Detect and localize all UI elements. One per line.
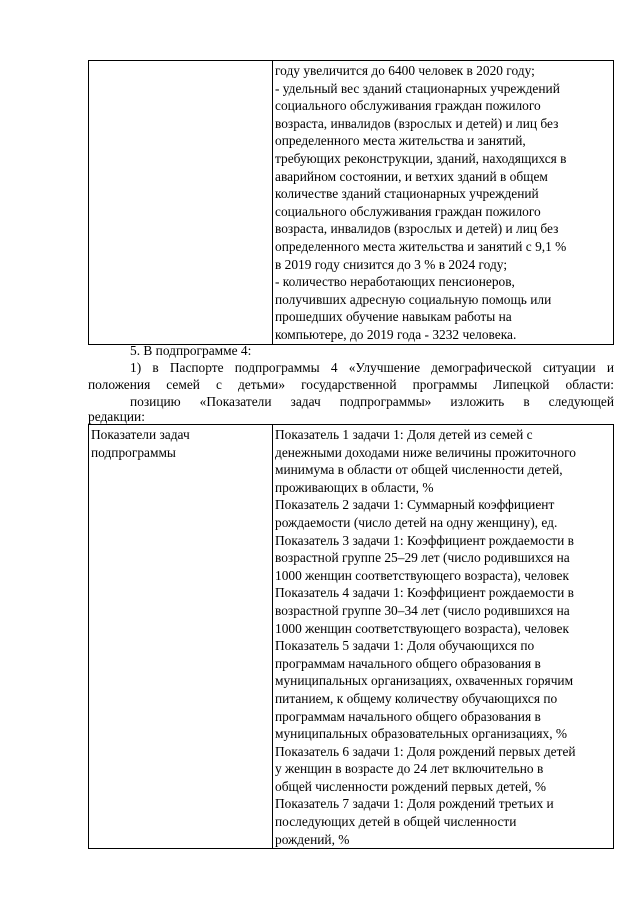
text-line: последующих детей в общей численности [275, 814, 517, 830]
text-line: Показатель 6 задачи 1: Доля рождений первых детей [275, 743, 576, 759]
text-line: социального обслуживания граждан пожилого [275, 98, 541, 114]
text-line: общей численности рождений первых детей, % [275, 778, 547, 794]
text-line: определенного места жительства и занятий, [275, 133, 526, 149]
text-line: возраста, инвалидов (взрослых и детей) и лиц без [275, 221, 559, 237]
text-line: Показатель 7 задачи 1: Доля рождений третьих и [275, 796, 554, 812]
item1-line1: 1) в Паспорте подпрограммы 4 «Улучшение демографической ситуации и [130, 360, 614, 375]
table-cell-left [89, 425, 273, 849]
item2-line1: позицию «Показатели задач подпрограммы» изложить в следующей [130, 394, 614, 409]
item1-line2: положения семей с детьми» государственной программы Липецкой области: [88, 377, 614, 392]
text-line: проживающих в области, % [275, 479, 434, 495]
text-line: получивших адресную социальную помощь или [275, 291, 552, 307]
text-line: - удельный вес зданий стационарных учреждений [275, 80, 560, 96]
text-line: количестве зданий стационарных учреждений [275, 186, 539, 202]
text-line: у женщин в возрасте до 24 лет включительно в [275, 761, 544, 777]
text-line: аварийном состоянии, и ветхих зданий в общем [275, 168, 548, 184]
text-line: рождений, % [275, 831, 350, 847]
text-line: требующих реконструкции, зданий, находящихся в [275, 150, 567, 166]
text-line: Показатель 1 задачи 1: Доля детей из семей с [275, 427, 533, 442]
text-line: возрастной группе 25–29 лет (число родившихся на [275, 550, 570, 566]
section-heading: 5. В подпрограмме 4: [130, 343, 252, 358]
text-line: Показатель 5 задачи 1: Доля обучающихся по [275, 638, 535, 654]
text-line: Показатель 3 задачи 1: Коэффициент рождаемости в [275, 532, 574, 548]
text-line: подпрограммы [91, 444, 176, 460]
text-line: возраста, инвалидов (взрослых и детей) и лиц без [275, 115, 559, 131]
text-line: в 2019 году снизится до 3 % в 2024 году; [275, 256, 508, 272]
text-line: году увеличится до 6400 человек в 2020 году; [275, 63, 535, 78]
text-line: возрастной группе 30–34 лет (число родившихся на [275, 602, 570, 618]
indicators-table [88, 424, 614, 849]
text-line: Показатель 2 задачи 1: Суммарный коэффициент [275, 497, 555, 513]
text-line: программам начального общего образования в [275, 708, 541, 724]
text-line: рождаемости (число детей на одну женщину), ед. [275, 514, 558, 530]
text-line: 1000 женщин соответствующего возраста), человек [275, 567, 569, 583]
text-line: определенного места жительства и занятий с 9,1 % [275, 238, 567, 254]
text-line: муниципальных образовательных организациях, % [275, 726, 568, 742]
table-cell-right [273, 61, 614, 345]
text-line: минимума в области от общей численности детей, [275, 462, 563, 478]
text-line: Показатель 4 задачи 1: Коэффициент рождаемости в [275, 585, 574, 601]
text-line: программам начального общего образования в [275, 655, 541, 671]
text-line: муниципальных организациях, охваченных горячим [275, 673, 574, 689]
text-line: прошедших обучение навыкам работы на [275, 309, 512, 325]
table-cell-left [89, 61, 273, 345]
table-row [89, 425, 614, 849]
table-row [89, 61, 614, 345]
text-line: Показатели задач [91, 427, 190, 442]
text-line: компьютере, до 2019 года - 3232 человека. [275, 326, 517, 342]
text-line: 1000 женщин соответствующего возраста), человек [275, 620, 569, 636]
text-line: - количество неработающих пенсионеров, [275, 274, 515, 290]
text-line: денежными доходами ниже величины прожиточного [275, 444, 576, 460]
table-cell-right [273, 425, 614, 849]
item2-line2: редакции: [88, 409, 145, 424]
text-line: питанием, к общему количеству обучающихся по [275, 690, 558, 706]
text-line: социального обслуживания граждан пожилого [275, 203, 541, 219]
indicators-table-continued [88, 60, 614, 345]
